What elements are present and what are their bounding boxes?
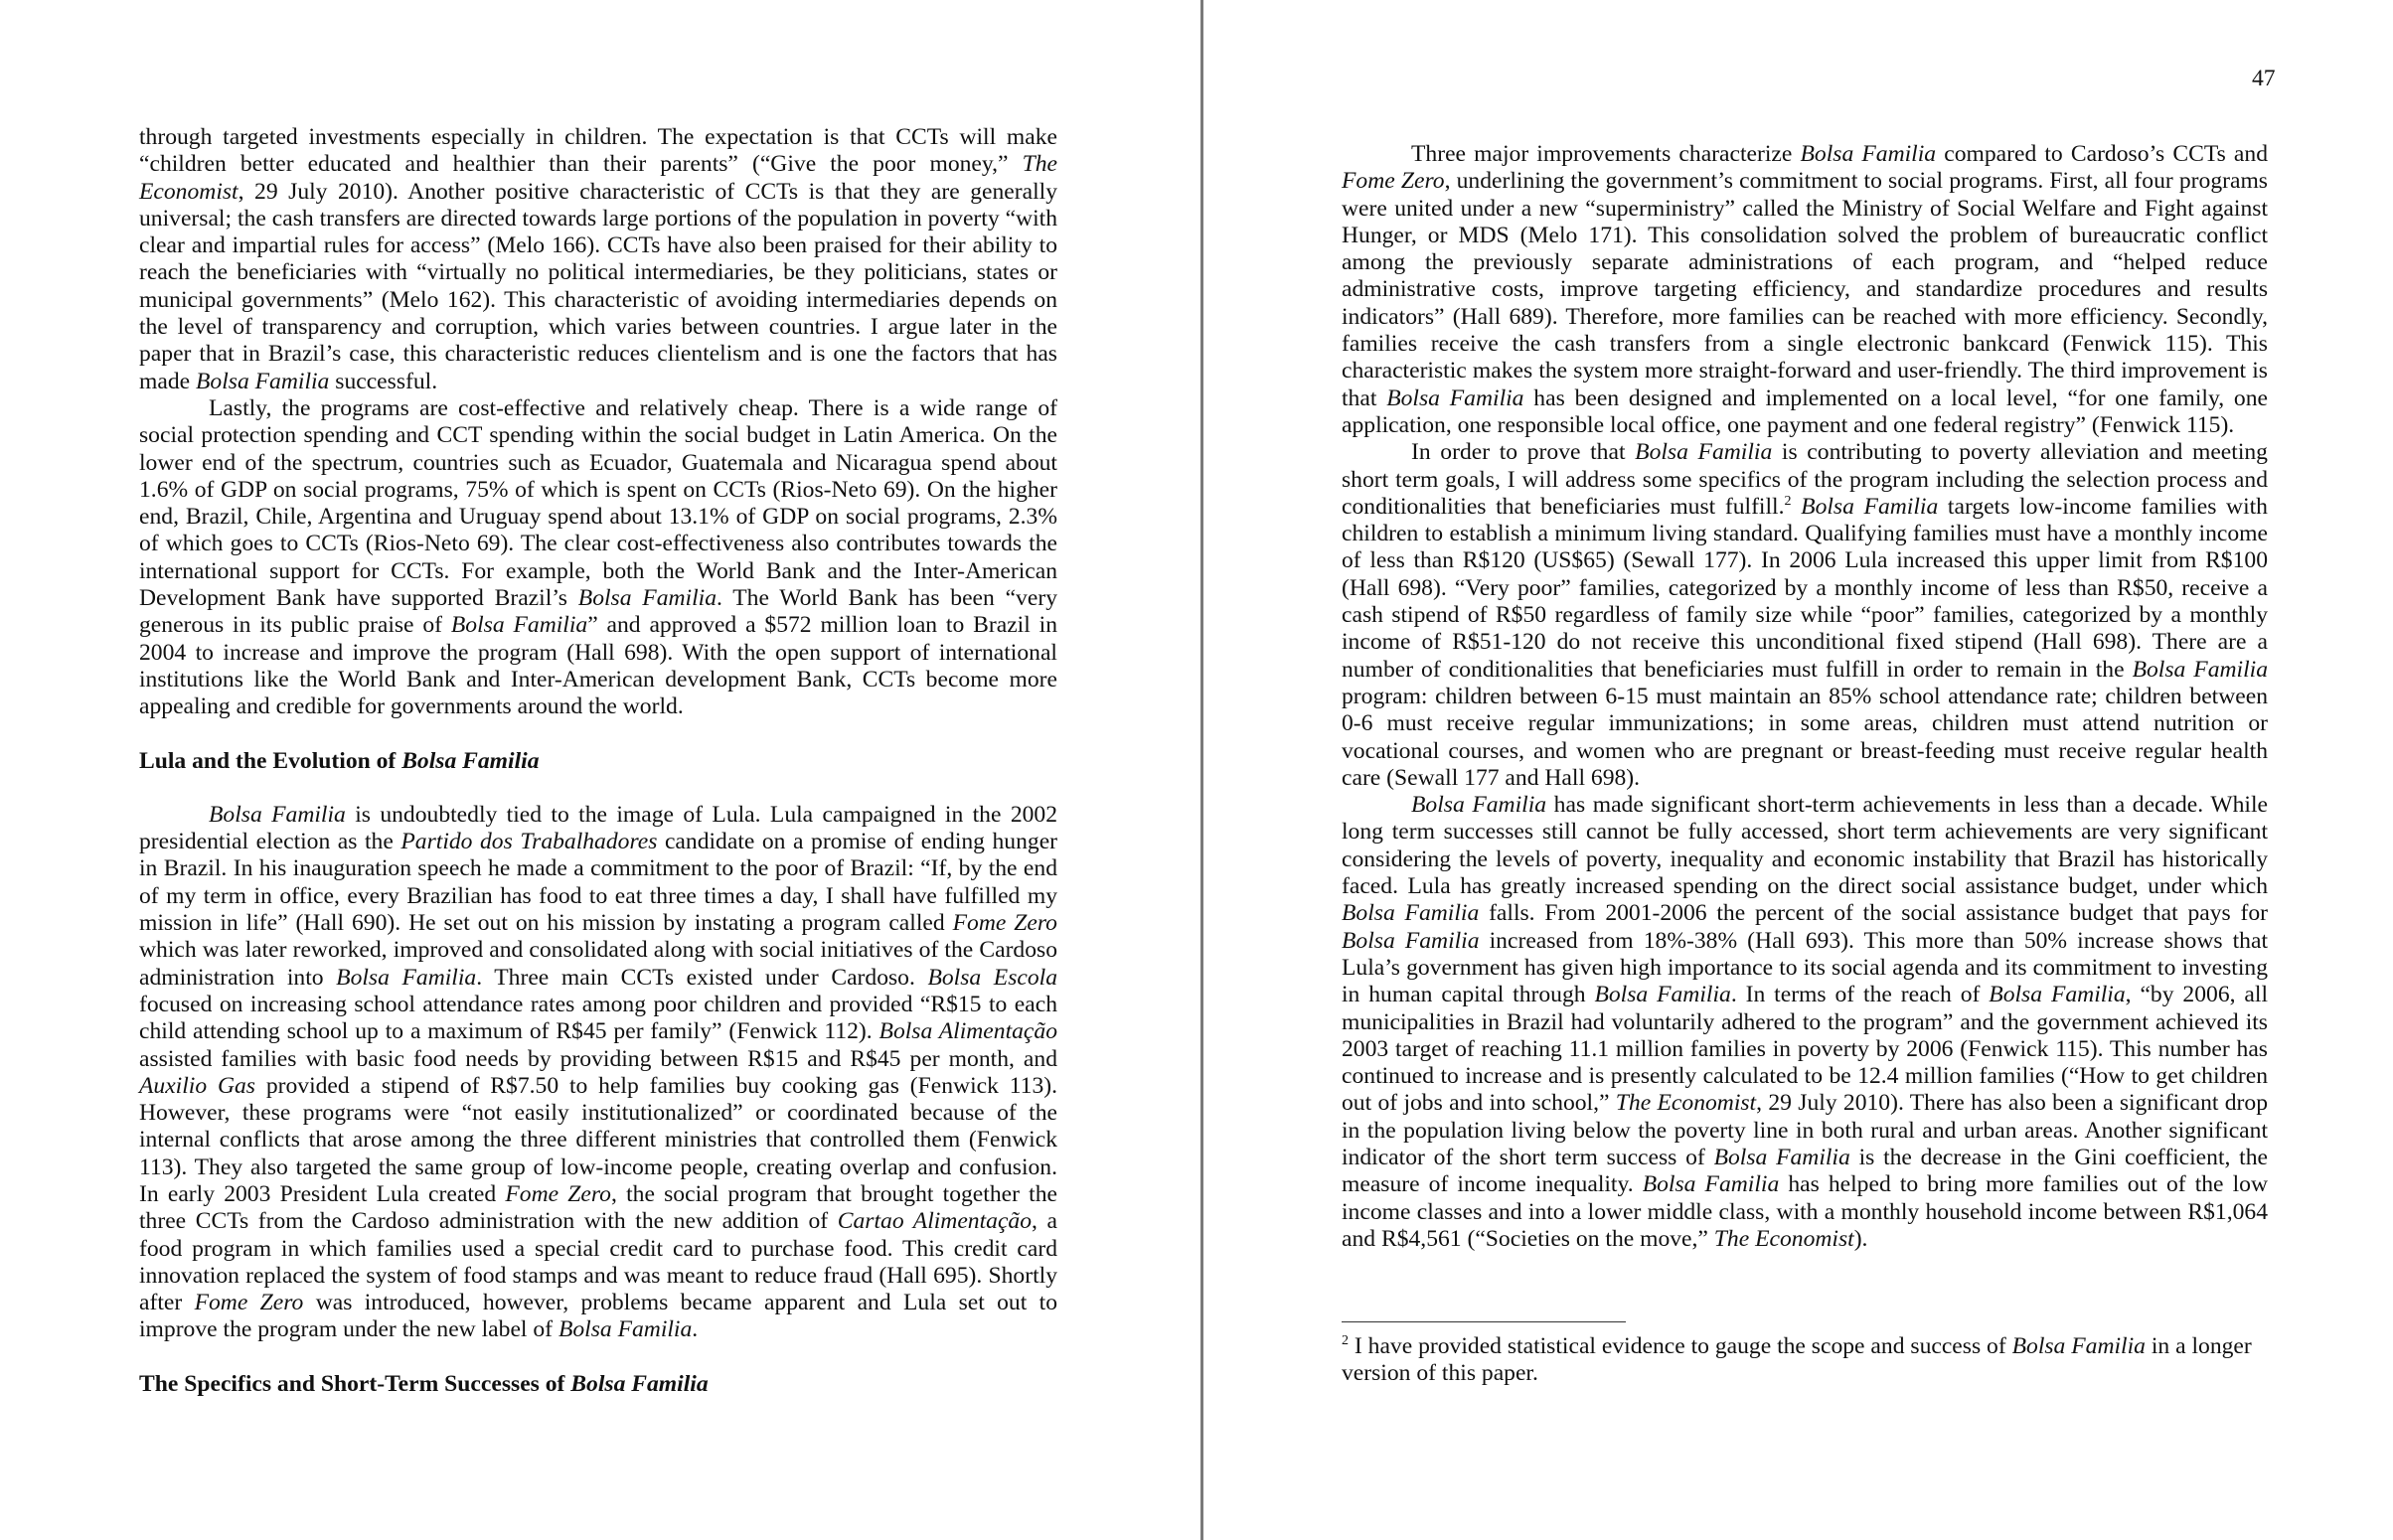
right-text-column [1342,141,2268,1253]
footnote-rule [1342,1321,1626,1322]
footnote: $^2$ I have provided statistical evidence to gauge the scope and success of Bolsa Familia in a longer version of this paper. [1342,1333,2252,1387]
section-heading: Lula and the Evolution of Bolsa Familia [139,747,540,774]
page-divider [1200,0,1203,1540]
paragraph: through targeted investments especially in children. The expectation is that CCTs will make “children better educated and healthier than their parents” (“Give the poor money,” The Economist, 29 July 2010). Another positive characteristic of CCTs is that they are generally universal; the cash transfers are directed towards large portions of the population in poverty “with clear and impartial rules for access” (Melo 166). CCTs have also been praised for their ability to reach the beneficiaries with “virtually no political intermediaries, be they politicians, states or municipal governments” (Melo 162). This characteristic of avoiding intermediaries depends on the level of transparency and corruption, which varies between countries. I argue later in the paper that in Brazil’s case, this characteristic reduces clientelism and is one the factors that has made Bolsa Familia successful. [139,124,1057,394]
page-number: 47 [2252,66,2276,91]
right-page [1206,0,2393,1540]
paragraph: In order to prove that Bolsa Familia is contributing to poverty alleviation and meeting short term goals, I will address some specifics of the program including the selection process and conditionalities that beneficiaries must fulfill.$^2$ Bolsa Familia targets low-income families with children to establish a minimum living standard. Qualifying families must have a monthly income of less than R$120 (US$65) (Sewall 177). In 2006 Lula increased this upper limit from R$100 (Hall 698). “Very poor” families, categorized by a monthly income of less than R$50, receive a cash stipend of R$50 regardless of family size while “poor” families, categorized by a monthly income of R$51-120 do not receive this unconditional fixed stipend (Hall 698). There are a number of conditionalities that beneficiaries must fulfill in order to remain in the Bolsa Familia program: children between 6-15 must maintain an 85% school attendance rate; children between 0-6 must receive regular immunizations; in some areas, children must attend nutrition or vocational courses, and women who are pregnant or breast-feeding must receive regular health care (Sewall 177 and Hall 698). [1342,439,2268,791]
left-text-column [139,124,1057,1398]
paragraph: Bolsa Familia has made significant short-term achievements in less than a decade. While long term successes still cannot be fully accessed, short term achievements are very significant considering the levels of poverty, inequality and economic instability that Brazil has historically faced. Lula has greatly increased spending on the direct social assistance budget, under which Bolsa Familia falls. From 2001-2006 the percent of the social assistance budget that pays for Bolsa Familia increased from 18%-38% (Hall 693). This more than 50% increase shows that Lula’s government has given high importance to its social agenda and its commitment to investing in human capital through Bolsa Familia. In terms of the reach of Bolsa Familia, “by 2006, all municipalities in Brazil had voluntarily adhered to the program” and the government achieved its 2003 target of reaching 11.1 million families in poverty by 2006 (Fenwick 115). This number has continued to increase and is presently calculated to be 12.4 million families (“How to get children out of jobs and into school,” The Economist, 29 July 2010). There has also been a significant drop in the population living below the poverty line in both rural and urban areas. Another significant indicator of the short term success of Bolsa Familia is the decrease in the Gini coefficient, the measure of income inequality. Bolsa Familia has helped to bring more families out of the low income classes and into a lower middle class, with a monthly household income between R$1,064 and R$4,561 (“Societies on the move,” The Economist). [1342,792,2268,1252]
paragraph: Lastly, the programs are cost-effective and relatively cheap. There is a wide range of social protection spending and CCT spending within the social budget in Latin America. On the lower end of the spectrum, countries such as Ecuador, Guatemala and Nicaragua spend about 1.6% of GDP on social programs, 75% of which is spent on CCTs (Rios-Neto 69). On the higher end, Brazil, Chile, Argentina and Uruguay spend about 13.1% of GDP on social programs, 2.3% of which goes to CCTs (Rios-Neto 69). The clear cost-effectiveness also contributes towards the international support for CCTs. For example, both the World Bank and the Inter-American Development Bank have supported Brazil’s Bolsa Familia. The World Bank has been “very generous in its public praise of Bolsa Familia” and approved a $572 million loan to Brazil in 2004 to increase and improve the program (Hall 698). With the open support of international institutions like the World Bank and Inter-American development Bank, CCTs become more appealing and credible for governments around the world. [139,394,1057,720]
section-heading: The Specifics and Short-Term Successes of Bolsa Familia [139,1370,709,1397]
paragraph: Bolsa Familia is undoubtedly tied to the image of Lula. Lula campaigned in the 2002 presidential election as the Partido dos Trabalhadores candidate on a promise of ending hunger in Brazil. In his inauguration speech he made a commitment to the poor of Brazil: “If, by the end of my term in office, every Brazilian has food to eat three times a day, I shall have fulfilled my mission in life” (Hall 690). He set out on his mission by instating a program called Fome Zero which was later reworked, improved and consolidated along with social initiatives of the Cardoso administration into Bolsa Familia. Three main CCTs existed under Cardoso. Bolsa Escola focused on increasing school attendance rates among poor children and provided “R$15 to each child attending school up to a maximum of R$45 per family” (Fenwick 112). Bolsa Alimentação assisted families with basic food needs by providing between R$15 and R$45 per month, and Auxilio Gas provided a stipend of R$7.50 to help families buy cooking gas (Fenwick 113). However, these programs were “not easily institutionalized” or coordinated because of the internal conflicts that arose among the three different ministries that controlled them (Fenwick 113). They also targeted the same group of low-income people, creating overlap and confusion. In early 2003 President Lula created Fome Zero, the social program that brought together the three CCTs from the Cardoso administration with the new addition of Cartao Alimentação, a food program in which families used a special credit card to purchase food. This credit card innovation replaced the system of food stamps and was meant to reduce fraud (Hall 695). Shortly after Fome Zero was introduced, however, problems became apparent and Lula set out to improve the program under the new label of Bolsa Familia. [139,801,1058,1343]
paragraph: Three major improvements characterize Bolsa Familia compared to Cardoso’s CCTs and Fome Zero, underlining the government’s commitment to social programs. First, all four programs were united under a new “superministry” called the Ministry of Social Welfare and Fight against Hunger, or MDS (Melo 171). This consolidation solved the problem of bureaucratic conflict among the previously separate administrations of each program, and “helped reduce administrative costs, improve targeting efficiency, and standardize procedures and results indicators” (Hall 689). Therefore, more families can be reached with more efficiency. Secondly, families receive the cash transfers from a single electronic bankcard (Fenwick 115). This characteristic makes the system more straight-forward and user-friendly. The third improvement is that Bolsa Familia has been designed and implemented on a local level, “for one family, one application, one responsible local office, one payment and one federal registry” (Fenwick 115). [1342,141,2268,438]
